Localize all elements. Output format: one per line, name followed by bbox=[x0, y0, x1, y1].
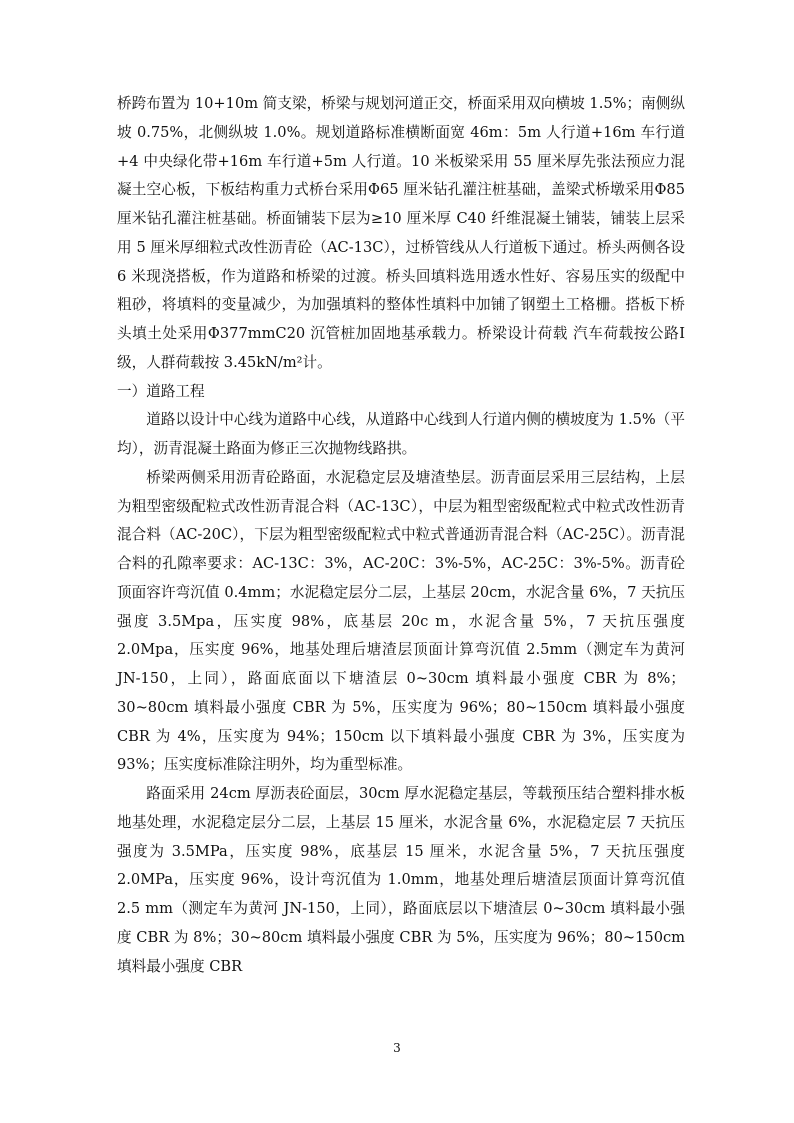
page-number: 3 bbox=[393, 1041, 401, 1055]
section-heading-road-engineering: 一）道路工程 bbox=[117, 382, 205, 400]
body-text bbox=[117, 90, 685, 981]
paragraph-pavement-structure: 路面采用 24cm 厚沥表砼面层，30cm 厚水泥稳定基层，等载预压结合塑料排水板地基处理，水泥稳定层分二层，上基层 15 厘米，水泥含量 6%，水泥稳定层 7 天抗压强度为 3.5MPa，压实度 98%，底基层 15 厘米，水泥含量 5%，7 天抗压强度 2.0MPa，压实度 96%，设计弯沉值为 1.0mm，地基处理后塘渣层顶面计算弯沉值 2.5 mm（测定车为黄河 JN-150，上同），路面底层以下塘渣层 0~30cm 填料最小强度 CBR 为 8%；30~80cm 填料最小强度 CBR 为 5%，压实度为 96%；80~150cm 填料最小强度 CBR bbox=[117, 785, 685, 975]
paragraph-asphalt-pavement: 桥梁两侧采用沥青砼路面，水泥稳定层及塘渣垫层。沥青面层采用三层结构，上层为粗型密级配粒式改性沥青混合料（AC-13C），中层为粗型密级配粒式中粒式改性沥青混合料（AC-20C），下层为粗型密级配粒式中粒式普通沥青混合料（AC-25C）。沥青混合料的孔隙率要求：AC-13C：3%，AC-20C：3%-5%，AC-25C：3%-5%。沥青砼顶面容许弯沉值 0.4mm；水泥稳定层分二层，上基层 20cm，水泥含量 6%，7 天抗压强度 3.5Mpa，压实度 98%，底基层 20c m，水泥含量 5%，7 天抗压强度 2.0Mpa，压实度 96%，地基处理后塘渣层顶面计算弯沉值 2.5mm（测定车为黄河 JN-150，上同），路面底面以下塘渣层 0~30cm 填料最小强度 CBR 为 8%；30~80cm 填料最小强度 CBR 为 5%，压实度为 96%；80~150cm 填料最小强度 CBR 为 4%，压实度为 94%；150cm 以下填料最小强度 CBR 为 3%，压实度为 93%；压实度标准除注明外，均为重型标准。 bbox=[117, 468, 685, 774]
paragraph-bridge-layout: 桥跨布置为 10+10m 简支梁，桥梁与规划河道正交，桥面采用双向横坡 1.5%；南侧纵坡 0.75%，北侧纵坡 1.0%。规划道路标准横断面宽 46m：5m 人行道+16m 车行道+4 中央绿化带+16m 车行道+5m 人行道。10 米板梁采用 55 厘米厚先张法预应力混凝土空心板，下板结构重力式桥台采用Φ65 厘米钻孔灌注桩基础，盖梁式桥墩采用Φ85 厘米钻孔灌注桩基础。桥面铺装下层为≥10 厘米厚 C40 纤维混凝土铺装，铺装上层采用 5 厘米厚细粒式改性沥青砼（AC-13C），过桥管线从人行道板下通过。桥头两侧各设 6 米现浇搭板，作为道路和桥梁的过渡。桥头回填料选用透水性好、容易压实的级配中粗砂，将填料的变量减少，为加强填料的整体性填料中加铺了钢塑土工格栅。搭板下桥头填土处采用Φ377mmC20 沉管桩加固地基承载力。桥梁设计荷载 汽车荷载按公路Ⅰ级，人群荷载按 3.45kN/m²计。 bbox=[117, 95, 685, 371]
paragraph-road-centerline: 道路以设计中心线为道路中心线，从道路中心线到人行道内侧的横坡度为 1.5%（平均），沥青混凝土路面为修正三次抛物线路拱。 bbox=[117, 411, 685, 457]
